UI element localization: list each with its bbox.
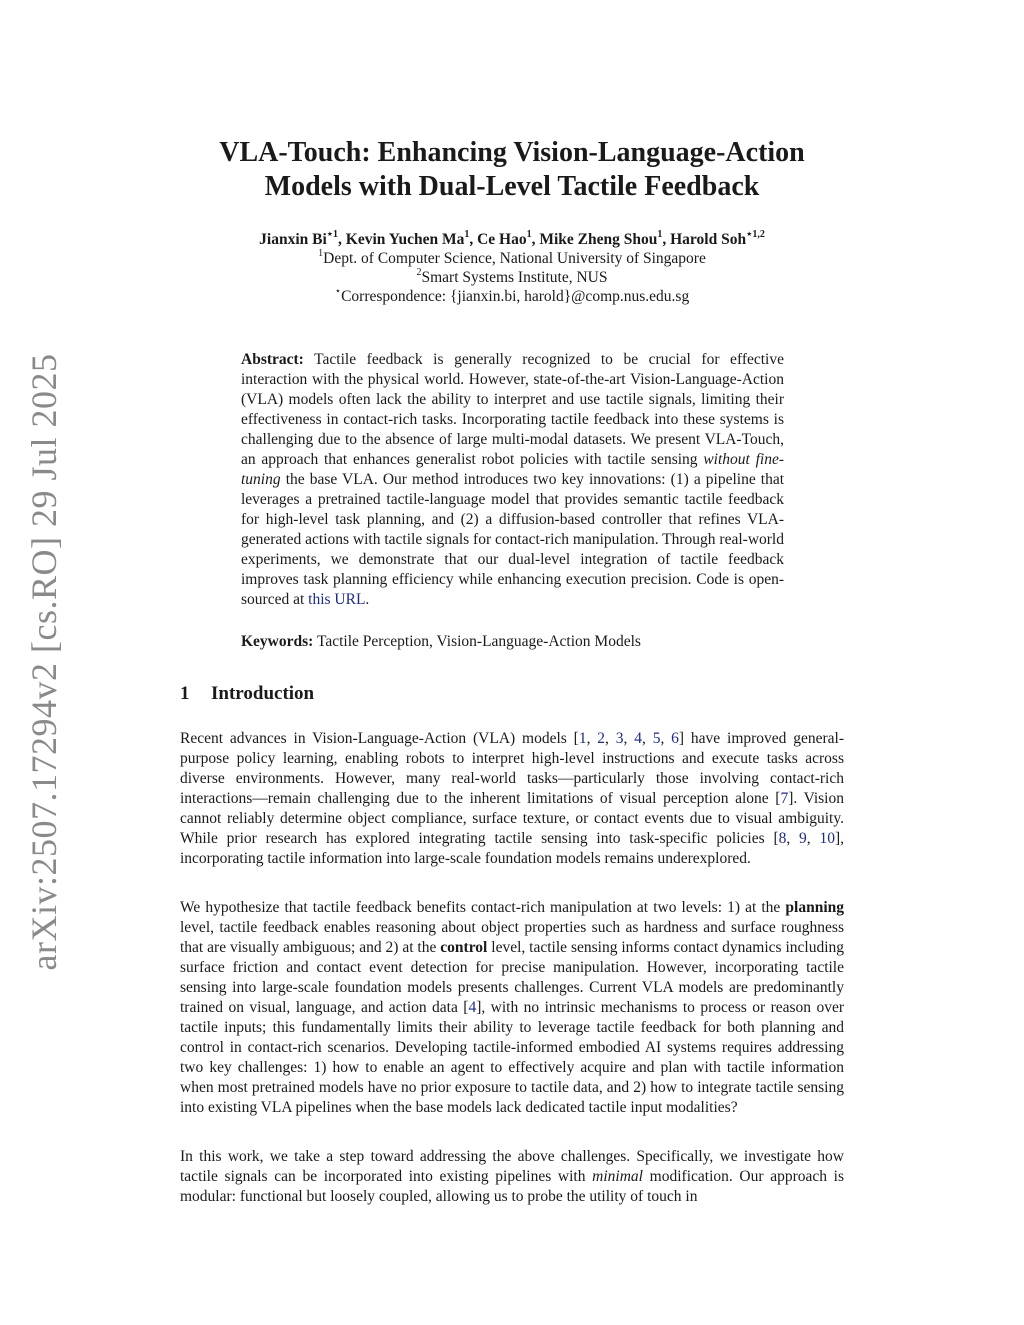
affiliation-sup: 1 <box>318 247 324 259</box>
section-number: 1 <box>180 683 190 704</box>
section-heading <box>180 683 314 705</box>
keywords-label: Keywords: <box>241 633 314 650</box>
paragraph-3: In this work, we take a step toward addressing the above challenges. Specifically, we investigate how tactile signals can be incorporated into existing pipelines with minimal modification. Our approach is modular: functional but loosely coupled, allowing us to probe the utility of touch in <box>180 1148 845 1205</box>
title-line-1: VLA-Touch: Enhancing Vision-Language-Action <box>219 137 805 168</box>
affiliation-sup: 2 <box>416 266 422 278</box>
citation-link[interactable]: 9 <box>799 830 807 847</box>
author-name: Kevin Yuchen Ma <box>345 231 465 248</box>
code-link[interactable]: this URL <box>308 591 366 608</box>
author-sup: 1 <box>464 228 470 240</box>
paragraph-1: Recent advances in Vision-Language-Action (VLA) models [1, 2, 3, 4, 5, 6] have improved general-purpose policy learning, enabling robots to interpret high-level instructions and execute tasks across diverse environments. However, many real-world tasks—particularly those involving contact-rich interactions—remain challenging due to the inherent limitations of visual perception alone [7]. Vision cannot reliably determine object compliance, surface texture, or contact events due to visual ambiguity. While prior research has explored integrating tactile sensing into task-specific policies [8, 9, 10], incorporating tactile information into large-scale foundation models remains underexplored. <box>180 730 845 867</box>
author-block <box>0 230 1024 306</box>
citation-link[interactable]: 7 <box>780 790 789 807</box>
citation-link[interactable]: 4 <box>468 999 477 1016</box>
author-sup: 1 <box>657 228 663 240</box>
section-title: Introduction <box>211 683 315 704</box>
author-name: Harold Soh <box>670 231 747 248</box>
citation-link[interactable]: 10 <box>819 830 835 847</box>
author-name: Jianxin Bi <box>259 231 327 248</box>
arxiv-side-identifier: arXiv:2507.17294v2 [cs.RO] 29 Jul 2025 <box>24 353 64 971</box>
title-line-2: Models with Dual-Level Tactile Feedback <box>264 171 760 202</box>
citation-link[interactable]: 8 <box>778 830 787 847</box>
abstract: Abstract: Tactile feedback is generally recognized to be crucial for effective interaction with the physical world. However, state-of-the-art Vision-Language-Action (VLA) models often lack the ability to interpret and use tactile signals, limiting their effectiveness in contact-rich tasks. Incorporating tactile feedback into these systems is challenging due to the absence of large multi-modal datasets. We present VLA-Touch, an approach that enhances generalist robot policies with tactile sensing without fine-tuning the base VLA. Our method introduces two key innovations: (1) a pipeline that leverages a pretrained tactile-language model that provides semantic tactile feedback for high-level task planning, and (2) a diffusion-based controller that refines VLA-generated actions with tactile signals for contact-rich manipulation. Through real-world experiments, we demonstrate that our dual-level integration of tactile feedback improves task planning efficiency while enhancing execution precision. Code is open-sourced at this URL. <box>241 351 785 608</box>
citation-link[interactable]: 5 <box>652 730 661 747</box>
citation-link[interactable]: 2 <box>597 730 606 747</box>
citation-link[interactable]: 3 <box>615 730 624 747</box>
author-list: Jianxin $Bi^{⋆1}$, Kevin Yuchen Ma$^1$, Ce Hao$^1$, Mike Zheng Shou$^1$, Harold Soh$^{⋆1,2}$ <box>259 228 765 248</box>
author-sup: ⋆1 <box>326 228 339 240</box>
abstract-label: Abstract: <box>241 351 304 368</box>
author-name: Ce Hao <box>477 231 527 248</box>
affiliation-sup: ⋆ <box>334 285 342 297</box>
author-name: Mike Zheng Shou <box>539 231 658 248</box>
citation-link[interactable]: 4 <box>634 730 642 747</box>
author-sup: ⋆1,2 <box>746 228 765 240</box>
affiliation-2: $^2$Smart Systems Institute, NUS <box>416 266 608 286</box>
paper-title <box>0 136 1024 204</box>
affiliation-1: $^1$Dept. of Computer Science, National University of Singapore <box>318 247 706 267</box>
keywords: Keywords: Tactile Perception, Vision-Language-Action Models <box>241 633 641 650</box>
citation-link[interactable]: 6 <box>671 730 679 747</box>
correspondence: ⋆Correspondence: {jianxin.bi, harold}@comp.nus.edu.sg <box>334 285 690 305</box>
citation-link[interactable]: 1 <box>578 730 587 747</box>
paragraph-2: We hypothesize that tactile feedback benefits contact-rich manipulation at two levels: 1) at the planning level, tactile feedback enables reasoning about object properties such as hardness and surface roughness that are visually ambiguous; and 2) at the control level, tactile sensing informs contact dynamics including surface friction and contact event detection for precise manipulation. However, incorporating tactile sensing into large-scale foundation models presents challenges. Current VLA models are predominantly trained on visual, language, and action data [4], with no intrinsic mechanisms to process or reason over tactile inputs; this fundamentally limits their ability to leverage tactile feedback for both planning and control in contact-rich scenarios. Developing tactile-informed embodied AI systems requires addressing two key challenges: 1) how to enable an agent to effectively acquire and plan with tactile information when most pretrained models have no prior exposure to tactile data, and 2) how to integrate tactile sensing into existing VLA pipelines when the base models lack dedicated tactile input modalities? <box>180 899 845 1116</box>
author-sup: 1 <box>526 228 532 240</box>
